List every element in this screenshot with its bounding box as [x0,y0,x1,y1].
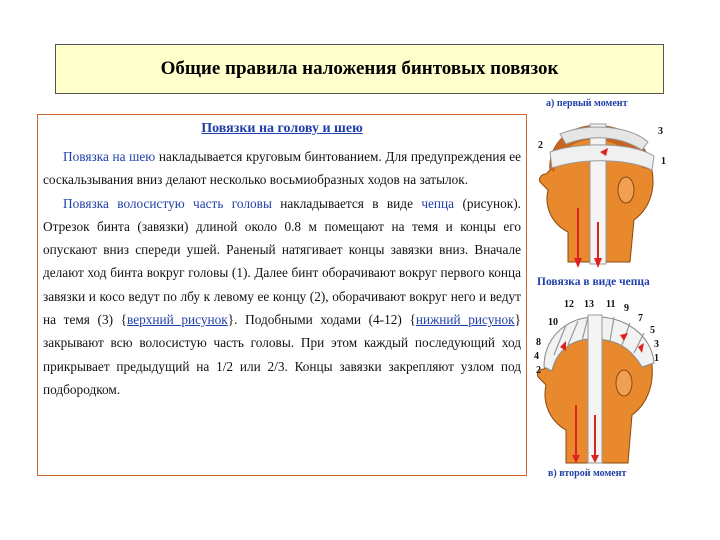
para2-mid1: накладывается в виде [271,195,422,211]
body-text [43,145,521,401]
fig-bottom-num-11: 11 [606,299,616,310]
fig-top-num-2: 2 [538,140,543,151]
para1-rest: накладывается круговым бинтованием. Для предупреждения ее соскальзывания вниз делают несколько восьмиобразных ходов на затылок. [43,149,522,188]
ref-top-figure: верхний рисунок [127,312,228,328]
caption-second-moment: в) второй момент [548,468,627,479]
fig-bottom-num-10: 10 [548,317,558,328]
para2-mid3: }. Подобными ходами (4-12) { [227,312,416,328]
head-bandage-figure-bottom [530,295,680,465]
text-panel [37,114,527,476]
fig-bottom-num-1: 1 [654,353,659,364]
fig-bottom-num-12: 12 [564,299,574,310]
fig-top-num-3: 3 [658,126,663,137]
head-bandage-figure-top [530,112,680,272]
slide-title [55,44,664,94]
fig-bottom-num-4: 4 [534,351,539,362]
fig-bottom-num-8: 8 [536,337,541,348]
caption-first-moment: а) первый момент [546,98,628,109]
term-cap: чепца [421,195,455,211]
para2-mid2: (рисунок). Отрезок бинта (завязки) длиной около 0.8 м помещают на темя и концы его опускают вниз спереди ушей. Раненый натягивает концы завязки вниз. Вначале делают ход бинта вокруг головы (1). Далее бинт оборачивают вокруг первого конца завязки и косо ведут по лбу к левому ее концу (2), оборачивают вокруг него и ведут на темя (3) { [43,195,521,328]
fig-bottom-num-5: 5 [650,325,655,336]
section-heading: Повязки на голову и шею [201,121,363,136]
fig-bottom-num-13: 13 [584,299,594,310]
term-neck-bandage: Повязка на шею [63,149,156,164]
fig-bottom-num-7: 7 [638,313,643,324]
fig-bottom-num-9: 9 [624,303,629,314]
para2-end: } закрывают всю волосистую часть головы. При этом каждый последующий ход прикрывает предыдущий на 1/2 или 2/3. Концы завязки закрепляют узлом под подбородком. [43,312,521,397]
fig-bottom-num-3: 3 [654,339,659,350]
slide-title-text: Общие правила наложения бинтовых повязок [160,58,559,79]
ref-bottom-figure: нижний рисунок [415,312,515,328]
figure-label: Повязка в виде чепца [537,276,650,288]
term-head-bandage: Повязка волосистую часть головы [63,195,272,211]
fig-bottom-num-2: 2 [536,365,541,376]
fig-top-num-1: 1 [661,156,666,167]
